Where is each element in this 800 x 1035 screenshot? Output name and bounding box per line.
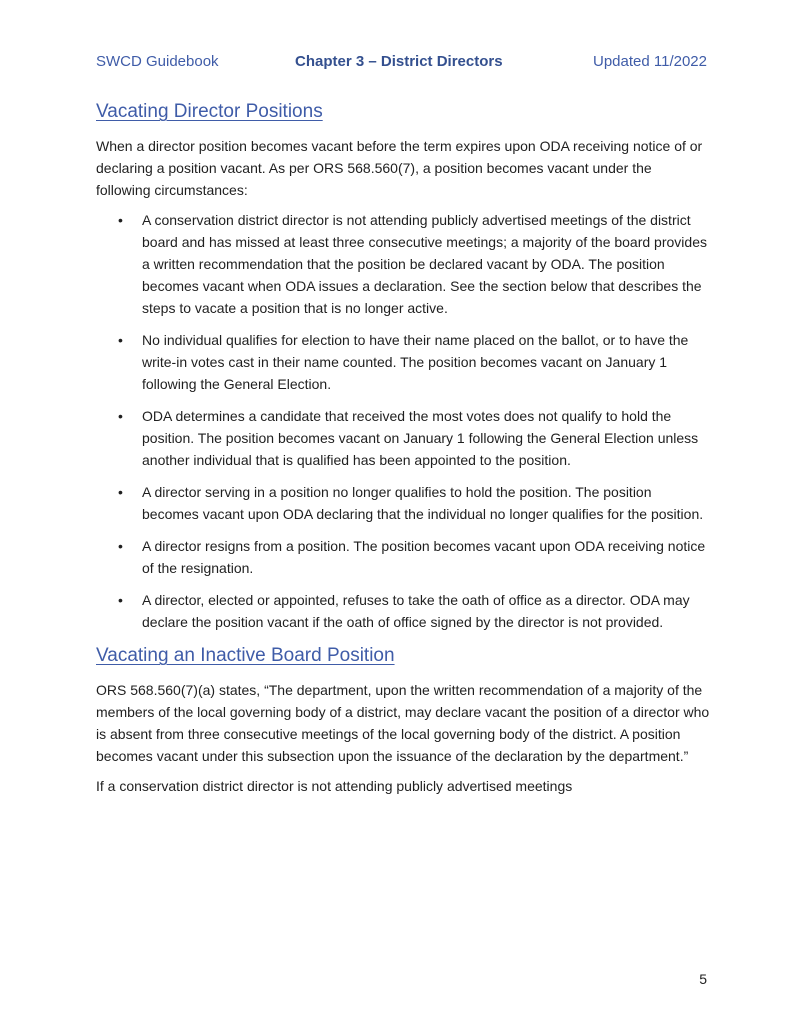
list-item-text: A director, elected or appointed, refuses to take the oath of office as a director. ODA may declare the position vacant if the oath of office signed by the director is not provided.: [142, 592, 690, 630]
list-item: [118, 405, 710, 471]
page-content: [96, 99, 710, 805]
bullet-marker: •: [118, 538, 123, 554]
list-item-text: ODA determines a candidate that received the most votes does not qualify to hold the position. The position becomes vacant on January 1 following the General Election unless another individual that is qualified has been appointed to the position.: [142, 408, 699, 468]
list-item: [118, 329, 710, 395]
header-guidebook-title: SWCD Guidebook: [96, 53, 219, 70]
bullet-marker: •: [118, 212, 123, 228]
bullet-marker: •: [118, 332, 123, 348]
page-number: 5: [699, 971, 707, 987]
intro-paragraph: When a director position becomes vacant before the term expires upon ODA receiving notice of or declaring a position vacant. As per ORS 568.560(7), a position becomes vacant under the following circumstances:: [96, 138, 703, 198]
continuation-paragraph: If a conservation district director is not attending publicly advertised meetings: [96, 778, 573, 794]
bullet-marker: •: [118, 592, 123, 608]
heading-vacating-director-positions: Vacating Director Positions: [96, 101, 323, 122]
heading-vacating-inactive-board-position: Vacating an Inactive Board Position: [96, 645, 395, 666]
ors-quote-paragraph: ORS 568.560(7)(a) states, “The department, upon the written recommendation of a majority of the members of the local governing body of a district, may declare vacant the position of a director who is absent from three consecutive meetings of the local governing body of the district. A position becomes vacant under this subsection upon the issuance of the declaration by the department.”: [96, 682, 710, 764]
bullet-marker: •: [118, 484, 123, 500]
list-item: [118, 589, 710, 633]
list-item: [118, 209, 710, 319]
header-updated-date: Updated 11/2022: [593, 53, 707, 70]
header-chapter-title: Chapter 3 – District Directors: [295, 53, 503, 70]
list-item: [118, 535, 710, 579]
bullet-marker: •: [118, 408, 123, 424]
vacancy-circumstances-list: [96, 209, 710, 633]
list-item: [118, 481, 710, 525]
running-header: [96, 53, 707, 73]
list-item-text: A director serving in a position no longer qualifies to hold the position. The position becomes vacant upon ODA declaring that the individual no longer qualifies for the position.: [142, 484, 704, 522]
list-item-text: A director resigns from a position. The position becomes vacant upon ODA receiving notice of the resignation.: [142, 538, 706, 576]
list-item-text: No individual qualifies for election to have their name placed on the ballot, or to have the write-in votes cast in their name counted. The position becomes vacant on January 1 following the General Election.: [142, 332, 689, 392]
list-item-text: A conservation district director is not attending publicly advertised meetings of the district board and has missed at least three consecutive meetings; a majority of the board provides a written recommendation that the position be declared vacant by ODA. The position becomes vacant when ODA issues a declaration. See the section below that describes the steps to vacate a position that is no longer active.: [142, 212, 707, 316]
